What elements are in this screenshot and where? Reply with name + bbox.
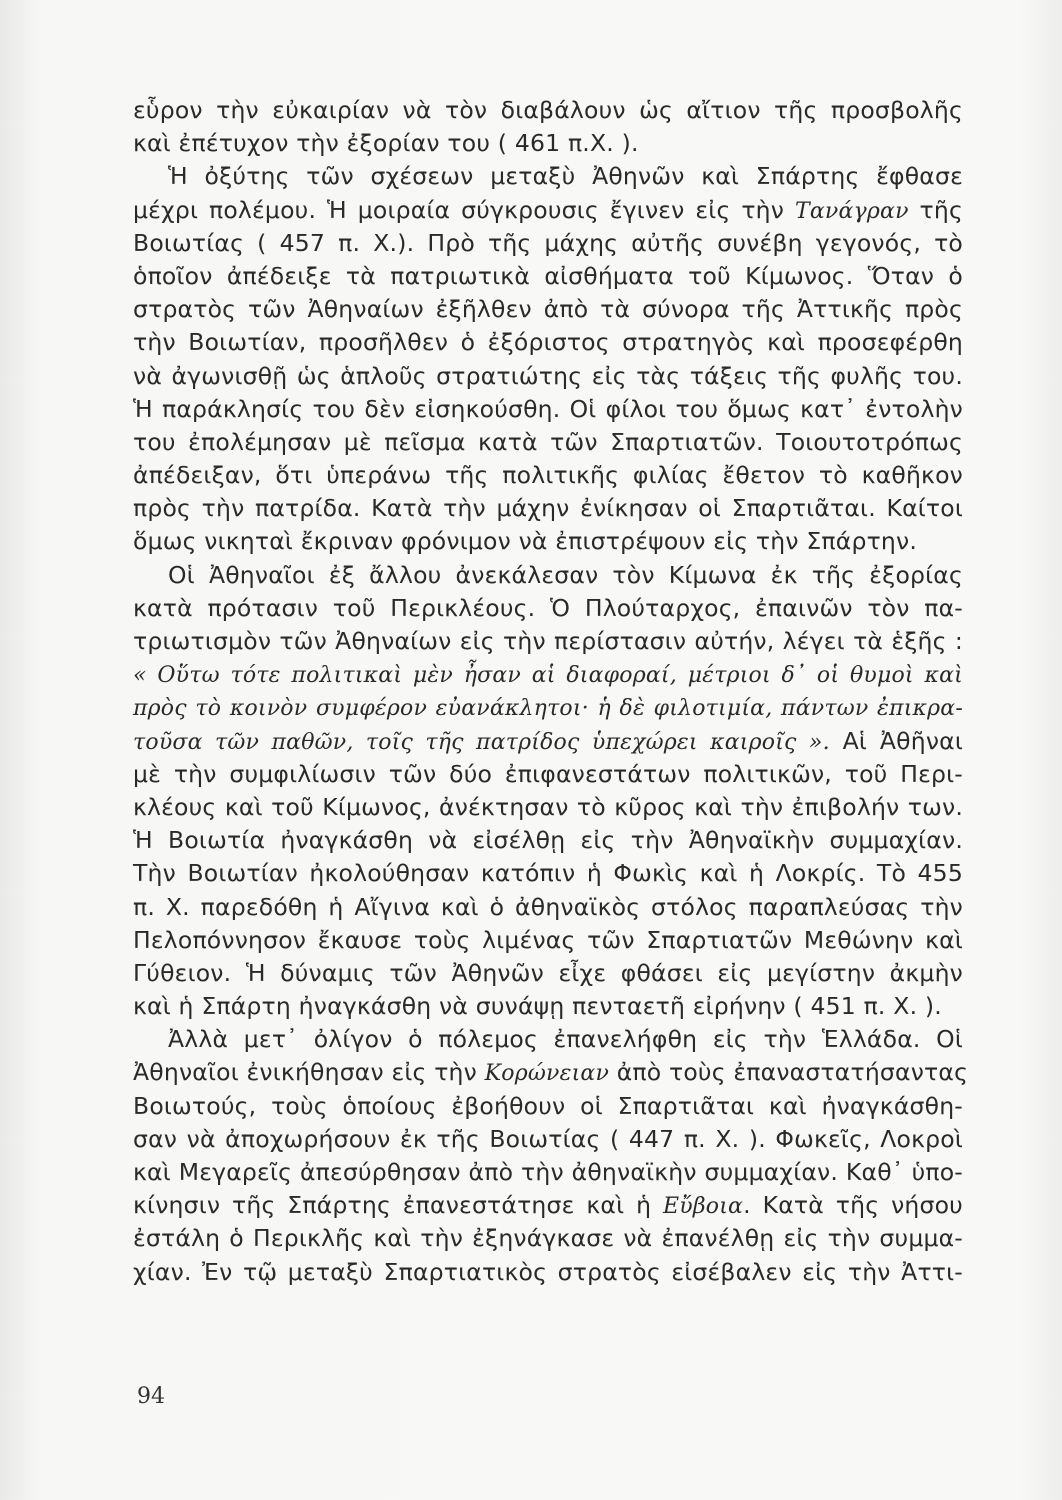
text-line <box>133 592 963 625</box>
text-line <box>133 559 963 592</box>
text-line <box>133 891 963 924</box>
body-text <box>133 94 969 1289</box>
line-text: εὗρον τὴν εὐκαιρίαν νὰ τὸν διαβάλουν ὡς αἴτιον τῆς προσβολῆς <box>133 96 963 124</box>
text-line <box>133 658 963 691</box>
text-line <box>133 924 963 957</box>
text-line <box>133 426 963 459</box>
text-line <box>133 758 963 791</box>
italic-text: πρὸς τὸ κοινὸν συμφέρον εὐανάκλητοι· ἡ δὲ φιλοτιμία, πάντων ἐπικρα- <box>133 696 963 722</box>
text-line <box>133 194 963 227</box>
text-line <box>133 1123 963 1156</box>
text-line <box>133 525 963 558</box>
text-line <box>133 360 963 393</box>
text-line <box>133 725 963 758</box>
text-line <box>133 1222 963 1255</box>
line-text: π. Χ. παρεδόθη ἡ Αἴγινα καὶ ὁ ἀθηναϊκὸς στόλος παραπλεύσας τὴν <box>133 892 963 921</box>
text-line <box>133 857 963 890</box>
line-text: ἐστάλη ὁ Περικλῆς καὶ τὴν ἐξηνάγκασε νὰ ἐπανέλθῃ εἰς τὴν συμμα- <box>133 1224 963 1253</box>
line-text: κλέους καὶ τοῦ Κίμωνος, ἀνέκτησαν τὸ κῦρος καὶ τὴν ἐπιβολήν των. <box>133 792 963 821</box>
text-line <box>133 1189 963 1222</box>
line-text: καὶ ἡ Σπάρτη ἠναγκάσθη νὰ συνάψῃ πενταετῆ εἰρήνην ( 451 π. Χ. ). <box>133 992 942 1021</box>
text-line <box>133 260 963 293</box>
line-text: χίαν. Ἐν τῷ μεταξὺ Σπαρτιατικὸς στρατὸς εἰσέβαλεν εἰς τὴν Ἀττι- <box>133 1257 963 1286</box>
text-line <box>133 127 963 160</box>
line-text: ὁποῖον ἀπέδειξε τὰ πατριωτικὰ αἰσθήματα τοῦ Κίμωνος. Ὅταν ὁ <box>133 261 963 290</box>
text-line <box>133 990 963 1023</box>
italic-text: τοῦσα τῶν παθῶν, τοῖς τῆς πατρίδος ὑπεχώρει καιροῖς ». <box>133 729 830 755</box>
line-text: ἀπέδειξαν, ὅτι ὑπεράνω τῆς πολιτικῆς φιλίας ἔθετον τὸ καθῆκον <box>133 461 963 490</box>
text-line <box>133 1090 963 1123</box>
line-text: Ἀθηναῖοι ἐνικήθησαν εἰς τὴν <box>133 1058 485 1087</box>
line-text: Αἱ Ἀθῆναι <box>829 726 964 755</box>
line-text: Ἀλλὰ μετ᾿ ὀλίγον ὁ πόλεμος ἐπανελήφθη εἰς τὴν Ἑλλάδα. Οἱ <box>168 1025 963 1054</box>
text-line <box>133 1256 963 1289</box>
italic-text: Εὔβοια <box>663 1194 744 1220</box>
text-line <box>133 1056 969 1089</box>
text-line <box>133 824 963 857</box>
text-line <box>133 492 963 525</box>
text-line <box>133 1156 963 1189</box>
text-line <box>133 293 963 326</box>
line-text: ὅμως νικηταὶ ἔκριναν φρόνιμον νὰ ἐπιστρέψουν εἰς τὴν Σπάρτην. <box>133 527 918 556</box>
line-text: Ἡ ὀξύτης τῶν σχέσεων μεταξὺ Ἀθηνῶν καὶ Σπάρτης ἔφθασε <box>168 162 963 191</box>
line-text: ἀπὸ τοὺς ἐπαναστατήσαντας <box>609 1058 969 1087</box>
text-line <box>133 227 963 260</box>
line-text: τῆς <box>908 195 963 224</box>
line-text: νὰ ἀγωνισθῇ ὡς ἁπλοῦς στρατιώτης εἰς τὰς τάξεις τῆς φυλῆς του. <box>133 361 963 390</box>
line-text: κατὰ πρότασιν τοῦ Περικλέους. Ὁ Πλούταρχος, ἐπαινῶν τὸν πα- <box>133 593 963 622</box>
text-line <box>133 791 963 824</box>
line-text: στρατὸς τῶν Ἀθηναίων ἐξῆλθεν ἀπὸ τὰ σύνορα τῆς Ἀττικῆς πρὸς <box>133 295 963 324</box>
text-line <box>133 1023 963 1056</box>
line-text: Ἡ Βοιωτία ἠναγκάσθη νὰ εἰσέλθῃ εἰς τὴν Ἀθηναϊκὴν συμμαχίαν. <box>133 826 963 855</box>
text-line <box>133 160 963 193</box>
text-line <box>133 94 963 127</box>
line-text: καὶ ἐπέτυχον τὴν ἐξορίαν του ( 461 π.Χ. ). <box>133 129 639 158</box>
line-text: Βοιωτίας ( 457 π. Χ.). Πρὸ τῆς μάχης αὐτῆς συνέβη γεγονός, τὸ <box>133 228 963 257</box>
italic-text: Τανάγραν <box>794 198 909 224</box>
line-text: μὲ τὴν συμφιλίωσιν τῶν δύο ἐπιφανεστάτων πολιτικῶν, τοῦ Περι- <box>133 759 963 788</box>
page-number: 94 <box>137 1384 165 1409</box>
text-line <box>133 957 963 990</box>
text-line <box>133 625 963 658</box>
text-line <box>133 393 963 426</box>
italic-text: « Οὕτω τότε πολιτικαὶ μὲν ἦσαν αἱ διαφοραί, μέτριοι δ᾿ οἱ θυμοὶ καὶ <box>133 663 963 689</box>
line-text: πρὸς τὴν πατρίδα. Κατὰ τὴν μάχην ἐνίκησαν οἱ Σπαρτιᾶται. Καίτοι <box>133 494 963 523</box>
line-text: σαν νὰ ἀποχωρήσουν ἐκ τῆς Βοιωτίας ( 447 π. Χ. ). Φωκεῖς, Λοκροὶ <box>133 1124 963 1153</box>
line-text: Ἡ παράκλησίς του δὲν εἰσηκούσθη. Οἱ φίλοι του ὅμως κατ᾿ ἐντολὴν <box>133 394 963 423</box>
line-text: Οἱ Ἀθηναῖοι ἐξ ἄλλου ἀνεκάλεσαν τὸν Κίμωνα ἐκ τῆς ἐξορίας <box>168 560 963 589</box>
line-text: μέχρι πολέμου. Ἡ μοιραία σύγκρουσις ἔγινεν εἰς τὴν <box>133 195 795 224</box>
line-text: Τὴν Βοιωτίαν ἠκολούθησαν κατόπιν ἡ Φωκὶς καὶ ἡ Λοκρίς. Τὸ 455 <box>133 859 963 888</box>
text-line <box>133 326 963 359</box>
line-text: καὶ Μεγαρεῖς ἀπεσύρθησαν ἀπὸ τὴν ἀθηναϊκὴν συμμαχίαν. Καθ᾿ ὑπο- <box>133 1158 963 1186</box>
italic-text: Κορώνειαν <box>484 1061 610 1087</box>
line-text: Πελοπόννησον ἔκαυσε τοὺς λιμένας τῶν Σπαρτιατῶν Μεθώνην καὶ <box>133 925 963 954</box>
line-text: τὴν Βοιωτίαν, προσῆλθεν ὁ ἐξόριστος στρατηγὸς καὶ προσεφέρθη <box>133 328 963 357</box>
line-text: κίνησιν τῆς Σπάρτης ἐπανεστάτησε καὶ ἡ <box>133 1191 664 1220</box>
line-text: τριωτισμὸν τῶν Ἀθηναίων εἰς τὴν περίστασιν αὐτήν, λέγει τὰ ἑξῆς : <box>133 627 963 655</box>
line-text: . Κατὰ τῆς νήσου <box>743 1191 963 1220</box>
text-line <box>133 459 963 492</box>
line-text: Βοιωτούς, τοὺς ὁποίους ἐβοήθουν οἱ Σπαρτιᾶται καὶ ἠναγκάσθη- <box>133 1091 963 1120</box>
line-text: του ἐπολέμησαν μὲ πεῖσμα κατὰ τῶν Σπαρτιατῶν. Τοιουτοτρόπως <box>133 427 963 456</box>
text-line <box>133 691 963 724</box>
line-text: Γύθειον. Ἡ δύναμις τῶν Ἀθηνῶν εἶχε φθάσει εἰς μεγίστην ἀκμὴν <box>133 958 963 987</box>
